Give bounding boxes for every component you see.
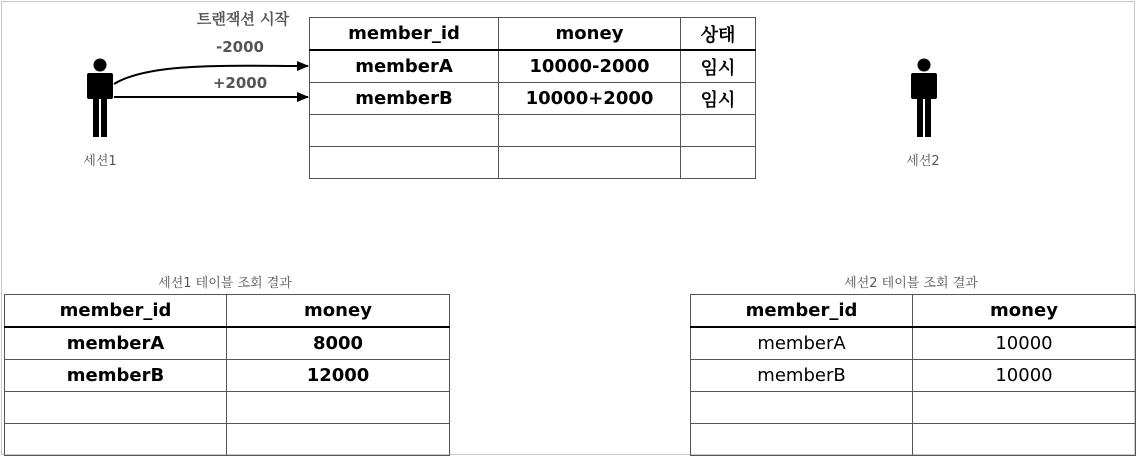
cell-member-id — [310, 115, 499, 147]
cell-money: 10000 — [913, 360, 1136, 392]
header-money: money — [913, 295, 1136, 328]
table-row — [691, 360, 1136, 392]
cell-member-id: memberB — [691, 360, 913, 392]
cell-member-id — [691, 424, 913, 456]
table-row — [691, 327, 1136, 360]
table-row — [691, 392, 1136, 424]
table-row — [310, 83, 756, 115]
cell-money — [913, 424, 1136, 456]
table-row — [5, 360, 450, 392]
cell-money: 10000-2000 — [499, 50, 681, 83]
cell-member-id: memberB — [5, 360, 227, 392]
person-icon — [84, 58, 116, 138]
cell-money — [227, 392, 450, 424]
cell-member-id: memberA — [691, 327, 913, 360]
table-header-row — [5, 295, 450, 328]
arrow-minus-label: -2000 — [216, 38, 264, 56]
header-status: 상태 — [681, 18, 756, 51]
cell-member-id — [691, 392, 913, 424]
cell-status: 임시 — [681, 83, 756, 115]
session1-result-caption: 세션1 테이블 조회 결과 — [158, 276, 292, 291]
table-row — [691, 424, 1136, 456]
table-row — [5, 392, 450, 424]
cell-money: 10000 — [913, 327, 1136, 360]
table-header-row — [691, 295, 1136, 328]
cell-status: 임시 — [681, 50, 756, 83]
table-row — [5, 424, 450, 456]
session2-result-table — [690, 294, 1136, 456]
cell-money — [227, 424, 450, 456]
session1-caption: 세션1 — [83, 154, 117, 169]
cell-money: 8000 — [227, 327, 450, 360]
cell-money — [499, 147, 681, 179]
cell-member-id: memberA — [310, 50, 499, 83]
cell-member-id: memberA — [5, 327, 227, 360]
table-row — [5, 327, 450, 360]
cell-money: 12000 — [227, 360, 450, 392]
cell-member-id — [5, 392, 227, 424]
header-money: money — [499, 18, 681, 51]
table-header-row — [310, 18, 756, 51]
table-row — [310, 147, 756, 179]
session1-result-table — [4, 294, 450, 456]
cell-status — [681, 147, 756, 179]
header-member-id: member_id — [691, 295, 913, 328]
transaction-table — [309, 17, 756, 179]
table-row — [310, 115, 756, 147]
cell-money — [499, 115, 681, 147]
person-icon — [908, 58, 940, 138]
table-row — [310, 50, 756, 83]
cell-status — [681, 115, 756, 147]
session2-result-caption: 세션2 테이블 조회 결과 — [844, 276, 978, 291]
transaction-start-label: 트랜잭션 시작 — [196, 10, 290, 28]
session2-caption: 세션2 — [906, 154, 940, 169]
cell-money — [913, 392, 1136, 424]
cell-member-id: memberB — [310, 83, 499, 115]
cell-money: 10000+2000 — [499, 83, 681, 115]
arrow-plus-label: +2000 — [212, 74, 268, 92]
cell-member-id — [310, 147, 499, 179]
header-member-id: member_id — [310, 18, 499, 51]
header-member-id: member_id — [5, 295, 227, 328]
cell-member-id — [5, 424, 227, 456]
header-money: money — [227, 295, 450, 328]
